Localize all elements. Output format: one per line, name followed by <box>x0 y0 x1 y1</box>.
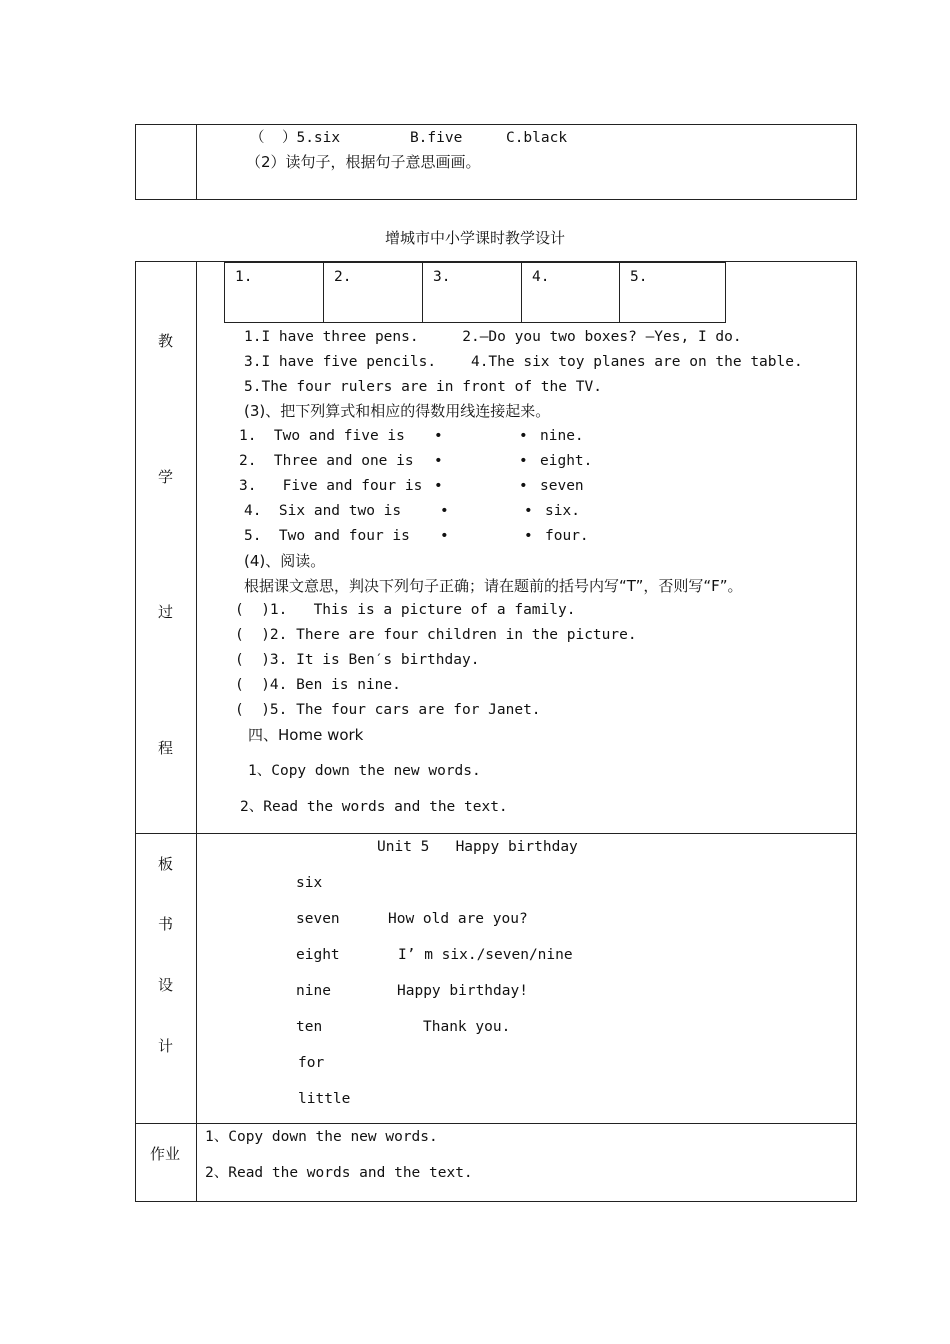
reading-instruction: 根据课文意思，判决下列句子正确；请在题前的括号内写“T”，否则写“F”。 <box>244 577 743 595</box>
process-homework-item-1: 1、Copy down the new words. <box>248 763 481 779</box>
reading-item-4: ( )4. Ben is nine. <box>235 677 401 693</box>
match-dot-left-5: • <box>440 528 449 544</box>
board-word-4: nine <box>296 983 331 999</box>
match-dot-right-5: • <box>524 528 533 544</box>
match-dot-right-2: • <box>519 453 528 469</box>
board-word-5: ten <box>296 1019 323 1035</box>
draw-box-number: 1. <box>235 269 253 285</box>
match-dot-left-3: • <box>434 478 443 494</box>
reading-item-1: ( )1. This is a picture of a family. <box>235 602 576 618</box>
board-label-char-1: 板 <box>158 855 174 873</box>
reading-heading: (4)、阅读。 <box>244 552 326 570</box>
draw-box-number: 5. <box>630 269 648 285</box>
reading-item-5: ( )5. The four cars are for Janet. <box>235 702 541 718</box>
section-divider-1 <box>135 833 857 834</box>
homework-heading: 四、Home work <box>248 726 364 744</box>
sentence-line-1: 1.I have three pens. 2.—Do you two boxes? —Yes, I do. <box>244 329 742 345</box>
match-dot-right-4: • <box>524 503 533 519</box>
sentence-line-3: 5.The four rulers are in front of the TV. <box>244 379 602 395</box>
match-right-4: six. <box>545 503 580 519</box>
match-dot-left-4: • <box>440 503 449 519</box>
match-left-1: 1. Two and five is <box>239 428 405 444</box>
sentence-line-2: 3.I have five pencils. 4.The six toy planes are on the table. <box>244 354 803 370</box>
process-label-char-1: 教 <box>158 332 174 350</box>
page-title: 增城市中小学课时教学设计 <box>384 229 565 247</box>
match-left-2: 2. Three and one is <box>239 453 414 469</box>
board-word-6: for <box>298 1055 325 1071</box>
draw-box-5 <box>619 262 726 323</box>
process-label-char-3: 过 <box>158 603 174 621</box>
section-divider-2 <box>135 1123 857 1124</box>
draw-box-2 <box>323 262 423 323</box>
board-word-7: little <box>298 1091 351 1107</box>
match-dot-left-1: • <box>434 428 443 444</box>
main-table-divider <box>196 261 197 1202</box>
draw-box-number: 3. <box>433 269 451 285</box>
match-right-5: four. <box>545 528 589 544</box>
draw-box-4 <box>521 262 620 323</box>
board-label-char-3: 设 <box>158 976 174 994</box>
board-label-char-4: 计 <box>158 1037 174 1055</box>
board-word-2: seven <box>296 911 340 927</box>
top-table-line-2: （2）读句子，根据句子意思画画。 <box>246 153 481 171</box>
board-phrase-3: Happy birthday! <box>397 983 528 999</box>
board-title: Unit 5 Happy birthday <box>377 839 578 855</box>
board-phrase-1: How old are you? <box>388 911 528 927</box>
process-label-char-2: 学 <box>158 468 174 486</box>
match-heading: (3)、把下列算式和相应的得数用线连接起来。 <box>244 402 551 420</box>
homework-label: 作业 <box>150 1145 181 1163</box>
match-dot-right-1: • <box>519 428 528 444</box>
match-left-3: 3. Five and four is <box>239 478 423 494</box>
match-right-3: seven <box>540 478 584 494</box>
process-homework-item-2: 2、Read the words and the text. <box>240 799 508 815</box>
match-left-4: 4. Six and two is <box>244 503 402 519</box>
homework-item-1: 1、Copy down the new words. <box>205 1129 438 1145</box>
match-dot-left-2: • <box>434 453 443 469</box>
draw-box-number: 4. <box>532 269 550 285</box>
draw-box-number: 2. <box>334 269 352 285</box>
draw-box-3 <box>422 262 522 323</box>
match-left-5: 5. Two and four is <box>244 528 410 544</box>
board-word-3: eight <box>296 947 340 963</box>
match-right-1: nine. <box>540 428 584 444</box>
top-table-line-1: （ ）5.six B.five C.black <box>250 130 568 146</box>
top-table-divider <box>196 124 197 200</box>
match-right-2: eight. <box>540 453 593 469</box>
draw-box-1 <box>224 262 324 323</box>
process-label-char-4: 程 <box>158 739 174 757</box>
reading-item-2: ( )2. There are four children in the picture. <box>235 627 637 643</box>
match-dot-right-3: • <box>519 478 528 494</box>
board-phrase-4: Thank you. <box>423 1019 511 1035</box>
board-word-1: six <box>296 875 323 891</box>
board-phrase-2: I’ m six./seven/nine <box>398 947 573 963</box>
homework-item-2: 2、Read the words and the text. <box>205 1165 473 1181</box>
board-label-char-2: 书 <box>158 915 174 933</box>
reading-item-3: ( )3. It is Ben′s birthday. <box>235 652 480 668</box>
